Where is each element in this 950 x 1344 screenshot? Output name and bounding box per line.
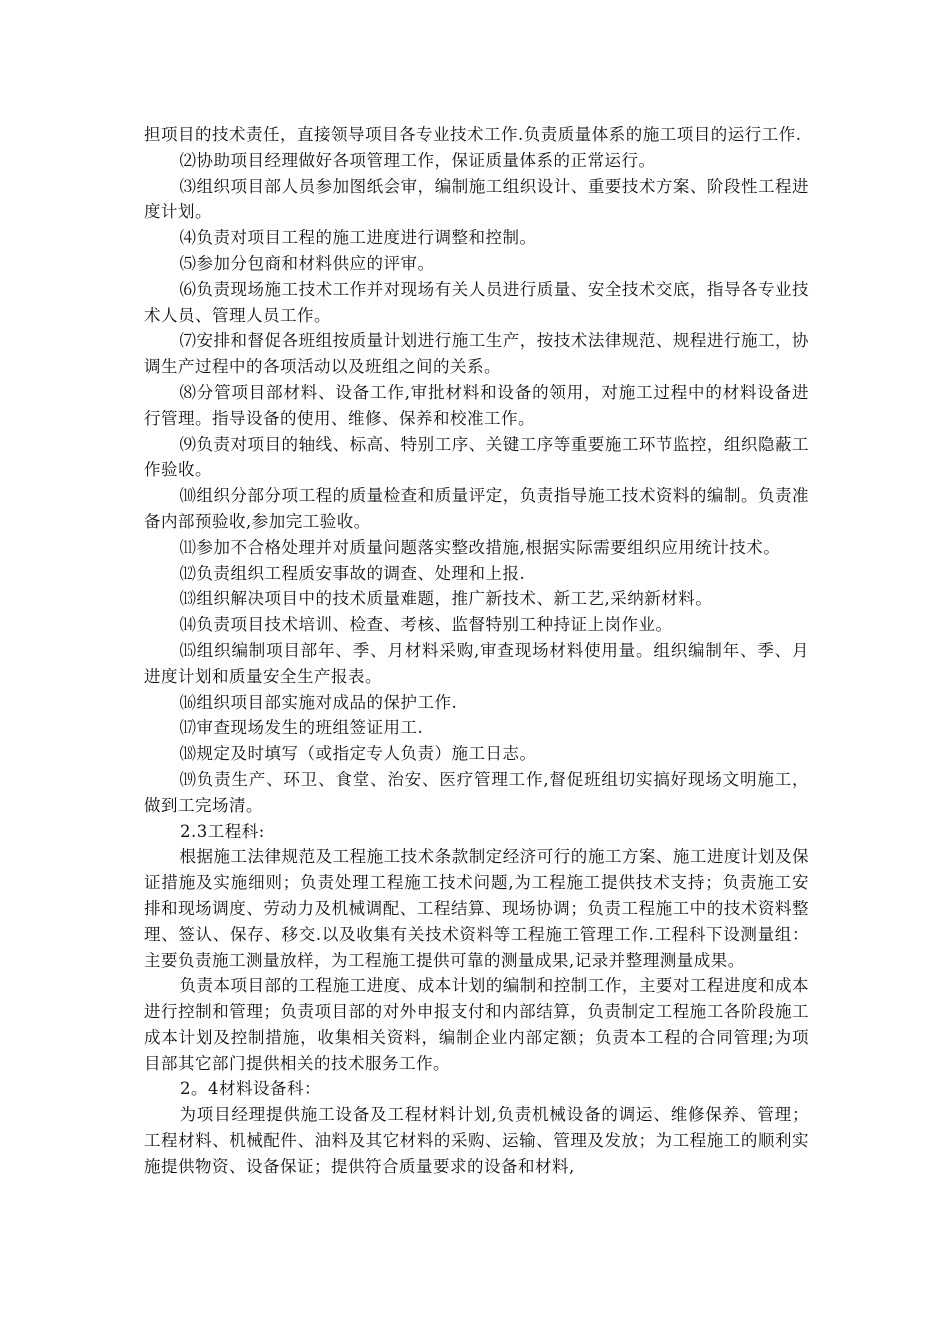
paragraph: 为项目经理提供施工设备及工程材料计划,负责机械设备的调运、维修保养、管理；工程材料、机械配件、油料及其它材料的采购、运输、管理及发放；为工程施工的顺利实施提供物资、设备保证；提供符合质量要求的设备和材料, [144,1105,809,1176]
list-item-7: ⑺安排和督促各班组按质量计划进行施工生产，按技术法律规范、规程进行施工，协调生产过程中的各项活动以及班组之间的关系。 [144,331,809,377]
list-item-14: ⒁负责项目技术培训、检查、考核、监督特别工种持证上岗作业。 [179,615,673,635]
list-item-10: ⑽组织分部分项工程的质量检查和质量评定，负责指导施工技术资料的编制。负责准备内部预验收,参加完工验收。 [144,486,809,531]
paragraph: 担项目的技术责任，直接领导项目各专业技术工作.负责质量体系的施工项目的运行工作. [144,125,802,144]
list-item-19: ⒆负责生产、环卫、食堂、治安、医疗管理工作,督促班组切实搞好现场文明施工，做到工完场清。 [144,769,809,815]
list-item-6: ⑹负责现场施工技术工作并对现场有关人员进行质量、安全技术交底，指导各专业技术人员、管理人员工作。 [144,279,809,325]
document-body [144,122,809,1180]
list-item-18: ⒅规定及时填写（或指定专人负责）施工日志。 [179,744,537,764]
list-item-9: ⑼负责对项目的轴线、标高、特别工序、关键工序等重要施工环节监控，组织隐蔽工作验收。 [144,434,809,480]
list-item-13: ⒀组织解决项目中的技术质量难题，推广新技术、新工艺,采纳新材料。 [179,589,713,609]
list-item-17: ⒄审查现场发生的班组签证用工. [179,718,424,738]
list-item-5: ⑸参加分包商和材料供应的评审。 [179,253,435,273]
paragraph: 负责本项目部的工程施工进度、成本计划的编制和控制工作，主要对工程进度和成本进行控制和管理；负责项目部的对外申报支付和内部结算，负责制定工程施工各阶段施工成本计划及控制措施，收集相关资料，编制企业内部定额；负责本工程的合同管理;为项目部其它部门提供相关的技术服务工作。 [144,976,809,1073]
list-item-4: ⑷负责对项目工程的施工进度进行调整和控制。 [179,228,537,248]
section-heading-engineering: 2.3工程科: [180,821,265,841]
section-heading-materials: 2。4材料设备科： [180,1079,321,1099]
list-item-16: ⒃组织项目部实施对成品的保护工作. [179,692,458,712]
list-item-2: ⑵协助项目经理做好各项管理工作，保证质量体系的正常运行。 [179,150,656,170]
list-item-8: ⑻分管项目部材料、设备工作,审批材料和设备的领用，对施工过程中的材料设备进行管理。指导设备的使用、维修、保养和校准工作。 [144,382,809,428]
list-item-12: ⑿负责组织工程质安事故的调查、处理和上报. [179,563,526,583]
list-item-3: ⑶组织项目部人员参加图纸会审，编制施工组织设计、重要技术方案、阶段性工程进度计划。 [144,176,809,222]
list-item-15: ⒂组织编制项目部年、季、月材料采购,审查现场材料使用量。组织编制年、季、月进度计划和质量安全生产报表。 [144,640,809,686]
list-item-11: ⑾参加不合格处理并对质量问题落实整改措施,根据实际需要组织应用统计技术。 [179,537,781,557]
paragraph: 根据施工法律规范及工程施工技术条款制定经济可行的施工方案、施工进度计划及保证措施及实施细则；负责处理工程施工技术问题,为工程施工提供技术支持；负责施工安排和现场调度、劳动力及机械调配、工程结算、现场协调；负责工程施工中的技术资料整理、签认、保存、移交.以及收集有关技术资料等工程施工管理工作.工程科下设测量组：主要负责施工测量放样，为工程施工提供可靠的测量成果,记录并整理测量成果。 [144,847,809,970]
